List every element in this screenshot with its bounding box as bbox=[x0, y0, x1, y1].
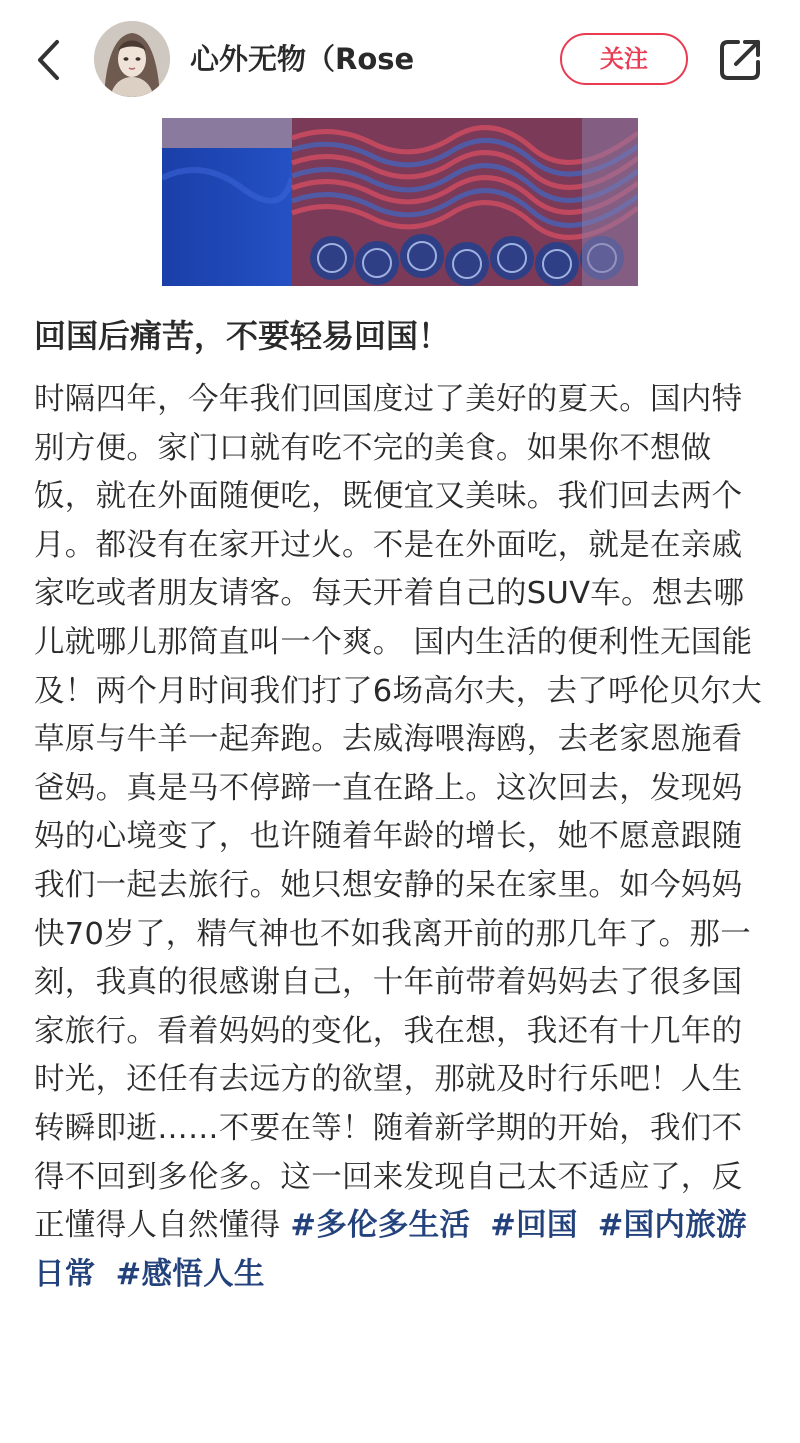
top-bar bbox=[0, 0, 800, 118]
share-button[interactable] bbox=[716, 34, 766, 84]
hashtag[interactable]: #多伦多生活 bbox=[290, 1208, 471, 1244]
author-name[interactable]: 心外无物（Rose bbox=[190, 42, 415, 76]
avatar[interactable] bbox=[94, 21, 170, 97]
share-icon bbox=[716, 34, 766, 84]
hashtag[interactable]: #感悟人生 bbox=[115, 1256, 265, 1292]
hashtag[interactable]: #国内旅游日常 bbox=[34, 1208, 747, 1292]
post-body bbox=[34, 376, 768, 1299]
post-body-text: 时隔四年，今年我们回国度过了美好的夏天。国内特别方便。家门口就有吃不完的美食。如果你不想做饭，就在外面随便吃，既便宜又美味。我们回去两个月。都没有在家开过火。不是在外面吃，就是在亲戚家吃或者朋友请客。每天开着自己的SUV车。想去哪儿就哪儿那简直叫一个爽。 国内生活的便利性无国能及！两个月时间我们打了6场高尔夫，去了呼伦贝尔大草原与牛羊一起奔跑。去威海喂海鸥，去老家恩施看爸妈。真是马不停蹄一直在路上。这次回去，发现妈妈的心境变了，也许随着年龄的增长，她不愿意跟随我们一起去旅行。她只想安静的呆在家里。如今妈妈快70岁了，精气神也不如我离开前的那几年了。那一刻，我真的很感谢自己，十年前带着妈妈去了很多国家旅行。看着妈妈的变化，我在想，我还有十几年的时光，还任有去远方的欲望，那就及时行乐吧！人生转瞬即逝……不要在等！随着新学期的开始，我们不得不回到多伦多。这一回来发现自己太不适应了，反正懂得人自然懂得 bbox=[34, 382, 763, 1244]
follow-button[interactable]: 关注 bbox=[560, 33, 688, 85]
post-title: 回国后痛苦，不要轻易回国！ bbox=[34, 317, 451, 355]
chevron-left-icon bbox=[26, 34, 74, 86]
back-button[interactable] bbox=[26, 34, 74, 86]
hashtag[interactable]: #回国 bbox=[490, 1208, 578, 1244]
cover-image[interactable] bbox=[162, 118, 638, 286]
